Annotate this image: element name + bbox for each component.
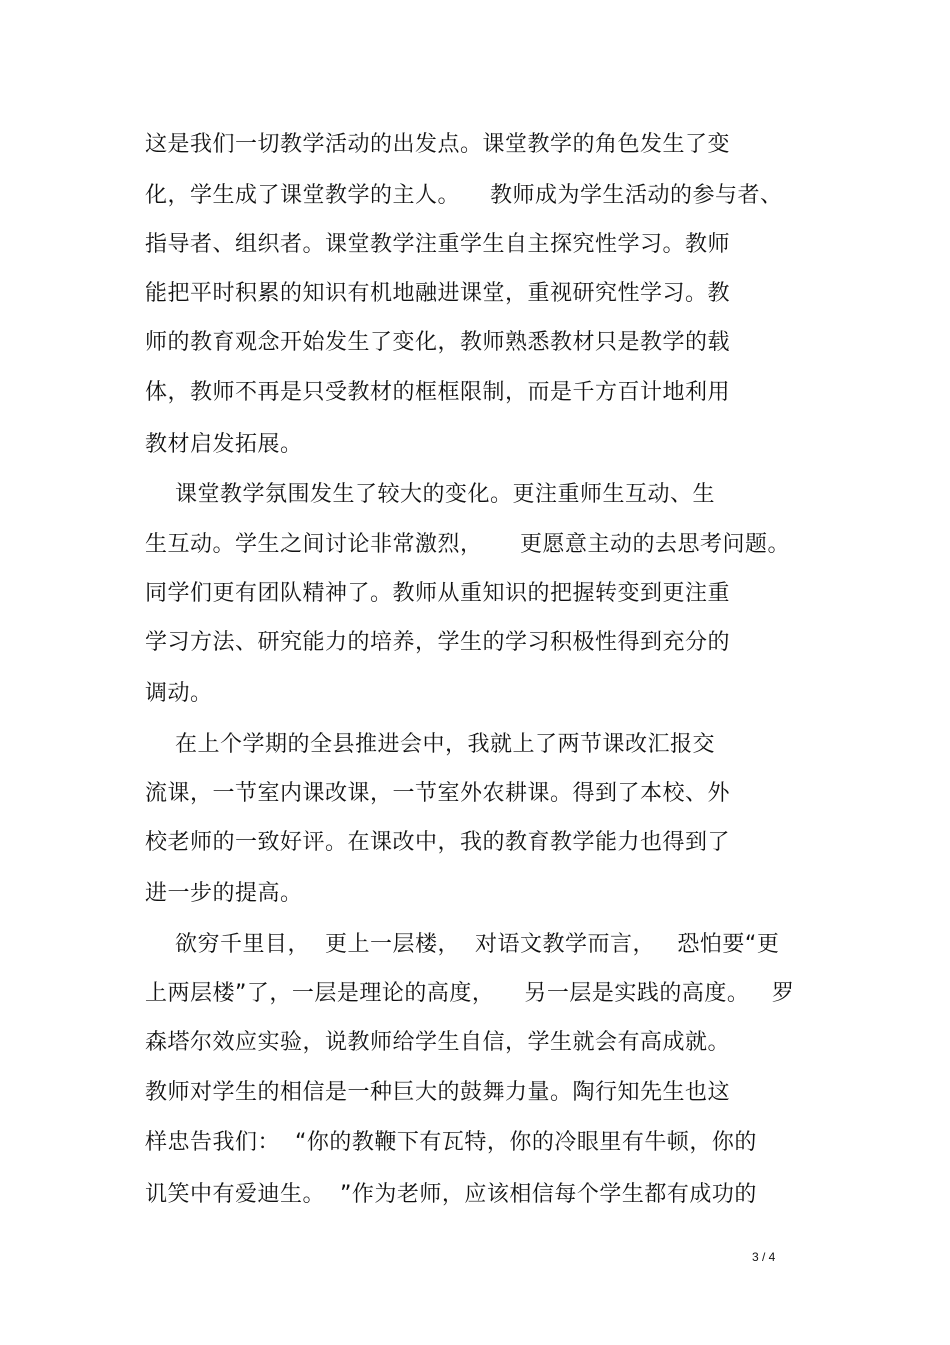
text-line: 课堂教学氛围发生了较大的变化。更注重师生互动、生 [145, 482, 715, 507]
text-line: 校老师的一致好评。在课改中，我的教育教学能力也得到了 [145, 830, 731, 855]
text-line: 调动。 [145, 681, 213, 706]
text-line: 能把平时积累的知识有机地融进课堂，重视研究性学习。教 [145, 281, 731, 306]
text-line: 化，学生成了课堂教学的主人。 教师成为学生活动的参与者、 [145, 183, 783, 208]
text-line: 学习方法、研究能力的培养，学生的学习积极性得到充分的 [145, 630, 731, 655]
text-line: 样忠告我们： “你的教鞭下有瓦特，你的冷眼里有牛顿，你的 [145, 1130, 757, 1155]
text-line: 教材启发拓展。 [145, 432, 303, 457]
text-line: 森塔尔效应实验，说教师给学生自信，学生就会有高成就。 [145, 1030, 731, 1055]
text-line: 进一步的提高。 [145, 881, 303, 906]
text-line: 师的教育观念开始发生了变化，教师熟悉教材只是教学的载 [145, 330, 731, 355]
text-line: 这是我们一切教学活动的出发点。课堂教学的角色发生了变 [145, 132, 731, 157]
text-line: 指导者、组织者。课堂教学注重学生自主探究性学习。教师 [145, 232, 731, 257]
text-line: 讥笑中有爱迪生。 ”作为老师，应该相信每个学生都有成功的 [145, 1182, 757, 1207]
text-line: 同学们更有团队精神了。教师从重知识的把握转变到更注重 [145, 581, 731, 606]
text-line: 欲穷千里目， 更上一层楼， 对语文教学而言， 恐怕要“更 [145, 932, 780, 957]
text-line: 生互动。学生之间讨论非常激烈， 更愿意主动的去思考问题。 [145, 532, 790, 557]
text-line: 教师对学生的相信是一种巨大的鼓舞力量。陶行知先生也这 [145, 1080, 731, 1105]
text-line: 在上个学期的全县推进会中，我就上了两节课改汇报交 [145, 732, 715, 757]
text-line: 上两层楼”了，一层是理论的高度， 另一层是实践的高度。 罗 [145, 981, 795, 1006]
text-line: 体，教师不再是只受教材的框框限制，而是千方百计地利用 [145, 380, 731, 405]
page-number: 3 / 4 [752, 1250, 776, 1264]
text-line: 流课，一节室内课改课，一节室外农耕课。得到了本校、外 [145, 781, 731, 806]
